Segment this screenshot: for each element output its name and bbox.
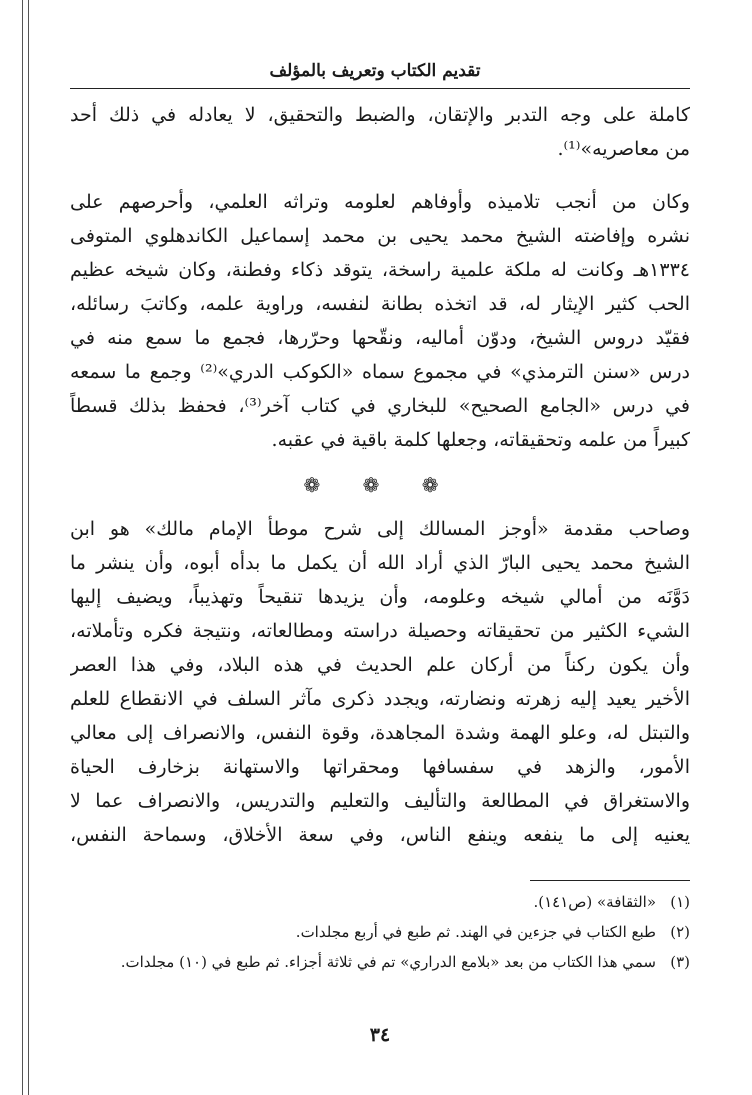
text-line: الأخير يعيد إليه زهرته ونضارته، ويجدد ذكرى مآثر السلف في الانقطاع للعلم [70,688,690,710]
text-line: درس «سنن الترمذي» في مجموع سماه «الكوكب الدري»⁽²⁾ وجمع ما سمعه [70,361,690,383]
paragraph-3 [70,512,690,852]
text-line: الشيء الكثير من تحقيقاته وحصيلة دراسته ومطالعاته، ونتيجة فكره وتأملاته، [70,620,690,642]
footnote-2 [70,918,690,946]
footnote-3 [70,948,690,976]
text-line: وصاحب مقدمة «أوجز المسالك إلى شرح موطأ الإمام مالك» هو ابن [70,518,690,540]
text-line: ١٣٣٤هـ وكانت له ملكة علمية راسخة، يتوقد ذكاء وفطنة، وكان شيخه عظيم [70,259,690,281]
text-line: نشره وإفاضته الشيخ محمد يحيى بن محمد إسماعيل الكاندهلوي المتوفى [70,225,690,247]
binding-line-outer [22,0,23,1095]
text-line: الأمور، والزهد في سفسافها ومحقراتها والاستهانة بزخارف الحياة [70,756,690,778]
text-line: الحب كثير الإيثار له، قد اتخذه بطانة لنفسه، وراوية علمه، وكاتبَ رسائله، [70,293,690,315]
footnotes [70,888,690,978]
text-line: في درس «الجامع الصحيح» للبخاري في كتاب آخر⁽³⁾، فحفظ بذلك قسطاً [70,395,690,417]
header-rule [70,88,690,89]
text-line: يعنيه إلى ما ينفعه وينفع الناس، وفي سعة الأخلاق، وسماحة النفس، [70,824,690,846]
running-header: تقديم الكتاب وتعريف بالمؤلف [269,61,481,81]
text-line: فقيّد دروس الشيخ، ودوّن أماليه، ونقّحها وحرّرها، فجمع ما سمع منه في [70,327,690,349]
footnote-1 [70,888,690,916]
paragraph-2 [70,185,690,457]
footnote-text: «الثقافة» (ص١٤١). [533,893,656,911]
footnote-number: (١) [670,893,690,911]
footnote-rule [530,880,690,881]
footnote-text: سمي هذا الكتاب من بعد «بلامع الدراري» تم في ثلاثة أجزاء. ثم طبع في (١٠) مجلدات. [120,953,656,971]
text-line: دَوَّنَه من أمالي شيخه وعلومه، وأن يزيدها تنقيحاً وتهذيباً، ويضيف إليها [70,586,690,608]
footnote-number: (٣) [670,953,690,971]
text-line: والتبتل له، وعلو الهمة وشدة المجاهدة، وقوة النفس، والانصراف إلى معالي [70,722,690,744]
text-line: الشيخ محمد يحيى البارّ الذي أراد الله أن يكمل ما بدأه أبوه، وأن ينشر ما [70,552,690,574]
text-line: والاستغراق في المطالعة والتأليف والتعليم والتدريس، والانصراف عما لا [70,790,690,812]
footnote-text: طبع الكتاب في جزءين في الهند. ثم طبع في أربع مجلدات. [295,923,656,941]
text-line: كبيراً من علمه وتحقيقاته، وجعلها كلمة باقية في عقبه. [271,429,690,451]
text-line: من معاصريه»⁽¹⁾. [557,138,690,160]
binding-line-inner [28,0,29,1095]
footnote-number: (٢) [670,923,690,941]
section-ornament: ❁ ❁ ❁ [303,473,457,497]
text-line: وأن يكون ركناً من أركان علم الحديث في هذه البلاد، وفي هذا العصر [70,654,690,676]
paragraph-1 [70,98,690,166]
text-line: كاملة على وجه التدبر والإتقان، والضبط والتحقيق، لا يعادله في ذلك أحد [70,104,690,126]
page-number: ٣٤ [369,1024,391,1046]
text-line: وكان من أنجب تلاميذه وأوفاهم لعلومه وتراثه العلمي، وأحرصهم على [70,191,690,213]
